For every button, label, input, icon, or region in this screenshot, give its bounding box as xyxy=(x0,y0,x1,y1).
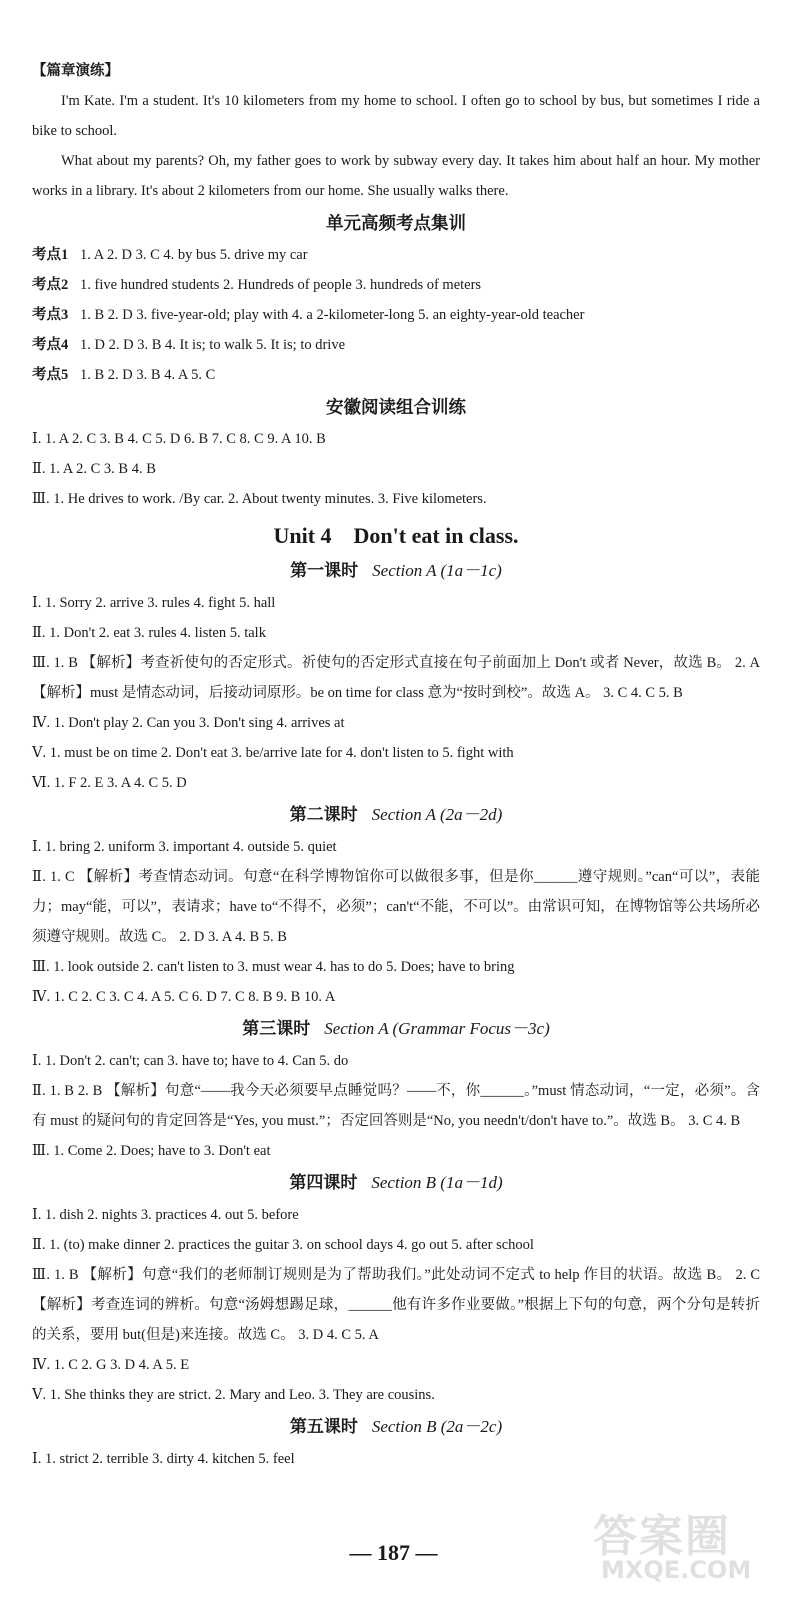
lesson-number: 第二课时 xyxy=(289,805,358,824)
unit-title: Unit 4 Don't eat in class. xyxy=(273,523,519,548)
passage-paragraph-2: What about my parents? Oh, my father goes to work by subway every day. It takes him about half an hour. My mother works in a library. It's about 2 kilometers from our home. She usually walks there. xyxy=(32,153,760,199)
watermark-logo xyxy=(583,1500,773,1592)
section-label: 【篇章演练】 xyxy=(32,63,119,79)
answer-row: Ⅳ. 1. C 2. G 3. D 4. A 5. E xyxy=(32,1357,190,1373)
lesson-heading xyxy=(32,554,760,588)
answer-row: Ⅱ. 1. B 2. B 【解析】句意“——我今天必须要早点睡觉吗？——不，你______。”must 情态动词，“一定，必须”。含有 must 的疑问句的肯定回答是“Yes, you must.”；否定回答则是“No, you needn't/don't have to.”。故选 B。 3. C 4. B xyxy=(32,1083,760,1129)
answer-row: Ⅵ. 1. F 2. E 3. A 4. C 5. D xyxy=(32,775,187,791)
review-answers: 1. B 2. D 3. five-year-old; play with 4. a 2-kilometer-long 5. an eighty-year-old teacher xyxy=(80,307,585,323)
review-label: 考点5 xyxy=(32,367,69,383)
reading-row: Ⅲ. 1. He drives to work. /By car. 2. About twenty minutes. 3. Five kilometers. xyxy=(32,491,487,507)
watermark-main: 答案圈 xyxy=(593,1511,731,1562)
lesson-section: Section A (Grammar Focus－3c) xyxy=(324,1019,550,1038)
lesson-number: 第三课时 xyxy=(242,1019,311,1038)
answer-row: Ⅰ. 1. bring 2. uniform 3. important 4. outside 5. quiet xyxy=(32,839,337,855)
lesson-number: 第一课时 xyxy=(290,561,359,580)
reading-row: Ⅰ. 1. A 2. C 3. B 4. C 5. D 6. B 7. C 8. C 9. A 10. B xyxy=(32,431,326,447)
review-row xyxy=(32,270,760,300)
answer-row: Ⅱ. 1. C 【解析】考查情态动词。句意“在科学博物馆你可以做很多事，但是你______遵守规则。”can“可以”，表能力；may“能，可以”，表请求；have to“不得不，必须”；can't“不能，不可以”。由常识可知，在博物馆等公共场所必须遵守规则。故选 C。 2. D 3. A 4. B 5. B xyxy=(32,869,760,945)
review-label: 考点4 xyxy=(32,337,69,353)
review-answers: 1. B 2. D 3. B 4. A 5. C xyxy=(80,367,216,383)
review-row xyxy=(32,330,760,360)
answer-row: Ⅲ. 1. B 【解析】考查祈使句的否定形式。祈使句的否定形式直接在句子前面加上 Don't 或者 Never，故选 B。 2. A 【解析】must 是情态动词，后接动词原形。be on time for class 意为“按时到校”。故选 A。 3. C 4. C 5. B xyxy=(32,655,760,701)
answer-row: Ⅲ. 1. Come 2. Does; have to 3. Don't eat xyxy=(32,1143,271,1159)
answer-row: Ⅳ. 1. C 2. C 3. C 4. A 5. C 6. D 7. C 8. B 9. B 10. A xyxy=(32,989,336,1005)
review-row xyxy=(32,240,760,270)
review-row xyxy=(32,300,760,330)
watermark-sub: MXQE.COM xyxy=(601,1556,752,1584)
unit-review-heading: 单元高频考点集训 xyxy=(326,213,466,233)
lesson-heading xyxy=(32,1166,760,1200)
answer-row: Ⅰ. 1. Don't 2. can't; can 3. have to; have to 4. Can 5. do xyxy=(32,1053,349,1069)
answer-row: Ⅴ. 1. must be on time 2. Don't eat 3. be/arrive late for 4. don't listen to 5. fight with xyxy=(32,745,514,761)
answer-row: Ⅳ. 1. Don't play 2. Can you 3. Don't sing 4. arrives at xyxy=(32,715,345,731)
lesson-section: Section B (1a－1d) xyxy=(371,1173,503,1192)
answer-row: Ⅱ. 1. (to) make dinner 2. practices the guitar 3. on school days 4. go out 5. after school xyxy=(32,1237,534,1253)
answer-row: Ⅱ. 1. Don't 2. eat 3. rules 4. listen 5. talk xyxy=(32,625,266,641)
lesson-number: 第五课时 xyxy=(289,1417,358,1436)
lesson-number: 第四课时 xyxy=(289,1173,358,1192)
answer-row: Ⅰ. 1. dish 2. nights 3. practices 4. out 5. before xyxy=(32,1207,299,1223)
answer-row: Ⅲ. 1. B 【解析】句意“我们的老师制订规则是为了帮助我们。”此处动词不定式 to help 作目的状语。故选 B。 2. C 【解析】考查连词的辨析。句意“汤姆想踢足球，______他有许多作业要做。”根据上下句的句意，两个分句是转折的关系，要用 but(但是)来连接。故选 C。 3. D 4. C 5. A xyxy=(32,1267,760,1343)
page-number: — 187 — xyxy=(349,1540,438,1565)
lesson-section: Section A (2a－2d) xyxy=(371,805,503,824)
reading-row: Ⅱ. 1. A 2. C 3. B 4. B xyxy=(32,461,156,477)
review-label: 考点3 xyxy=(32,307,69,323)
answer-row: Ⅰ. 1. Sorry 2. arrive 3. rules 4. fight 5. hall xyxy=(32,595,276,611)
answer-row: Ⅴ. 1. She thinks they are strict. 2. Mary and Leo. 3. They are cousins. xyxy=(32,1387,435,1403)
lesson-heading xyxy=(32,1410,760,1444)
review-row xyxy=(32,360,760,390)
answer-row: Ⅰ. 1. strict 2. terrible 3. dirty 4. kitchen 5. feel xyxy=(32,1451,295,1467)
review-answers: 1. five hundred students 2. Hundreds of people 3. hundreds of meters xyxy=(80,277,482,293)
passage-paragraph-1: I'm Kate. I'm a student. It's 10 kilometers from my home to school. I often go to school by bus, but sometimes I ride a bike to school. xyxy=(32,93,760,139)
review-answers: 1. A 2. D 3. C 4. by bus 5. drive my car xyxy=(80,247,308,263)
anhui-reading-heading: 安徽阅读组合训练 xyxy=(326,397,466,417)
answer-page xyxy=(32,56,760,1474)
review-label: 考点1 xyxy=(32,247,69,263)
lesson-heading xyxy=(32,798,760,832)
answer-row: Ⅲ. 1. look outside 2. can't listen to 3. must wear 4. has to do 5. Does; have to bring xyxy=(32,959,515,975)
review-label: 考点2 xyxy=(32,277,69,293)
review-answers: 1. D 2. D 3. B 4. It is; to walk 5. It is; to drive xyxy=(80,337,346,353)
lesson-heading xyxy=(32,1012,760,1046)
lesson-section: Section B (2a－2c) xyxy=(371,1417,503,1436)
lesson-section: Section A (1a－1c) xyxy=(372,561,502,580)
